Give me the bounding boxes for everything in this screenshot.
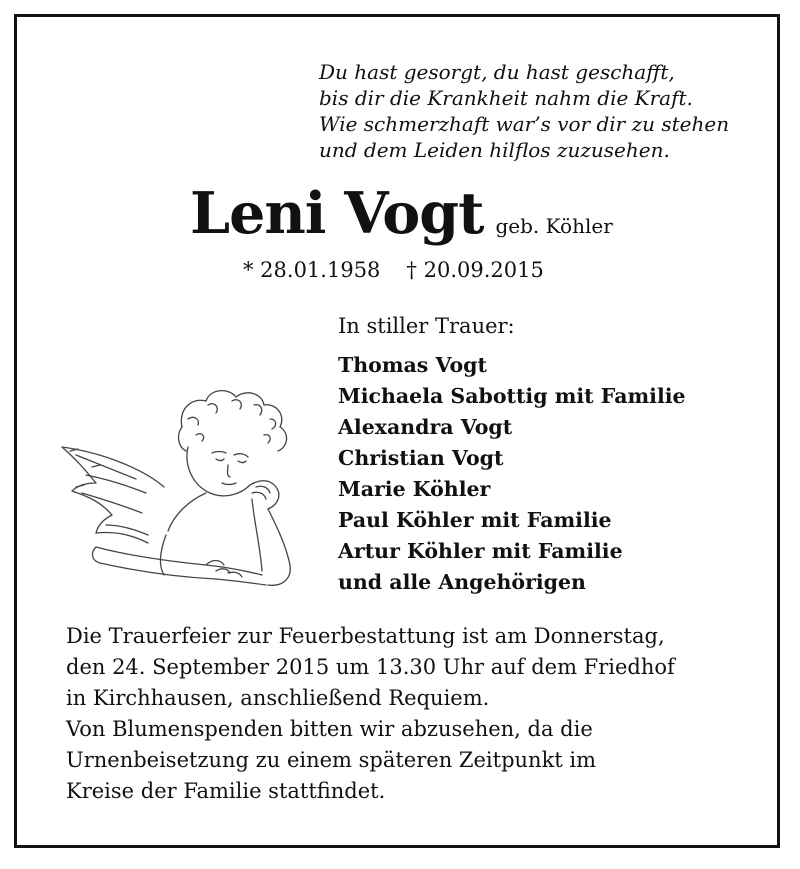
info-line: Die Trauerfeier zur Feuerbestattung ist am Donnerstag, <box>66 624 665 648</box>
angel-illustration <box>56 375 306 597</box>
mourner-name: und alle Angehörigen <box>338 570 586 594</box>
ceremony-info <box>66 621 675 807</box>
mourners-title: In stiller Trauer: <box>338 314 515 338</box>
info-line: in Kirchhausen, anschließend Requiem. <box>66 686 490 710</box>
birth-date: * 28.01.1958 <box>243 258 381 282</box>
info-line: Urnenbeisetzung zu einem späteren Zeitpunkt im <box>66 748 597 772</box>
mourner-name: Michaela Sabottig mit Familie <box>338 384 686 408</box>
deceased-name: Leni Vogt <box>190 180 484 247</box>
maiden-name: geb. Köhler <box>495 214 613 238</box>
poem-line: Wie schmerzhaft war’s vor dir zu stehen <box>319 112 730 136</box>
info-line: Kreise der Familie stattfindet. <box>66 779 386 803</box>
info-line: Von Blumenspenden bitten wir abzusehen, da die <box>66 717 593 741</box>
poem-line: bis dir die Krankheit nahm die Kraft. <box>319 86 693 110</box>
mourner-name: Artur Köhler mit Familie <box>338 539 623 563</box>
mourner-name: Thomas Vogt <box>338 353 487 377</box>
life-dates <box>243 258 544 282</box>
mourner-name: Alexandra Vogt <box>338 415 513 439</box>
deceased-name-block <box>190 180 613 247</box>
mourner-name: Marie Köhler <box>338 477 491 501</box>
info-line: den 24. September 2015 um 13.30 Uhr auf dem Friedhof <box>66 655 675 679</box>
poem-line: Du hast gesorgt, du hast geschafft, <box>319 60 675 84</box>
poem <box>319 59 729 163</box>
mourner-name: Paul Köhler mit Familie <box>338 508 612 532</box>
death-date: † 20.09.2015 <box>406 258 544 282</box>
poem-line: und dem Leiden hilflos zuzusehen. <box>319 138 670 162</box>
mourner-name: Christian Vogt <box>338 446 504 470</box>
mourners-list <box>338 350 686 598</box>
